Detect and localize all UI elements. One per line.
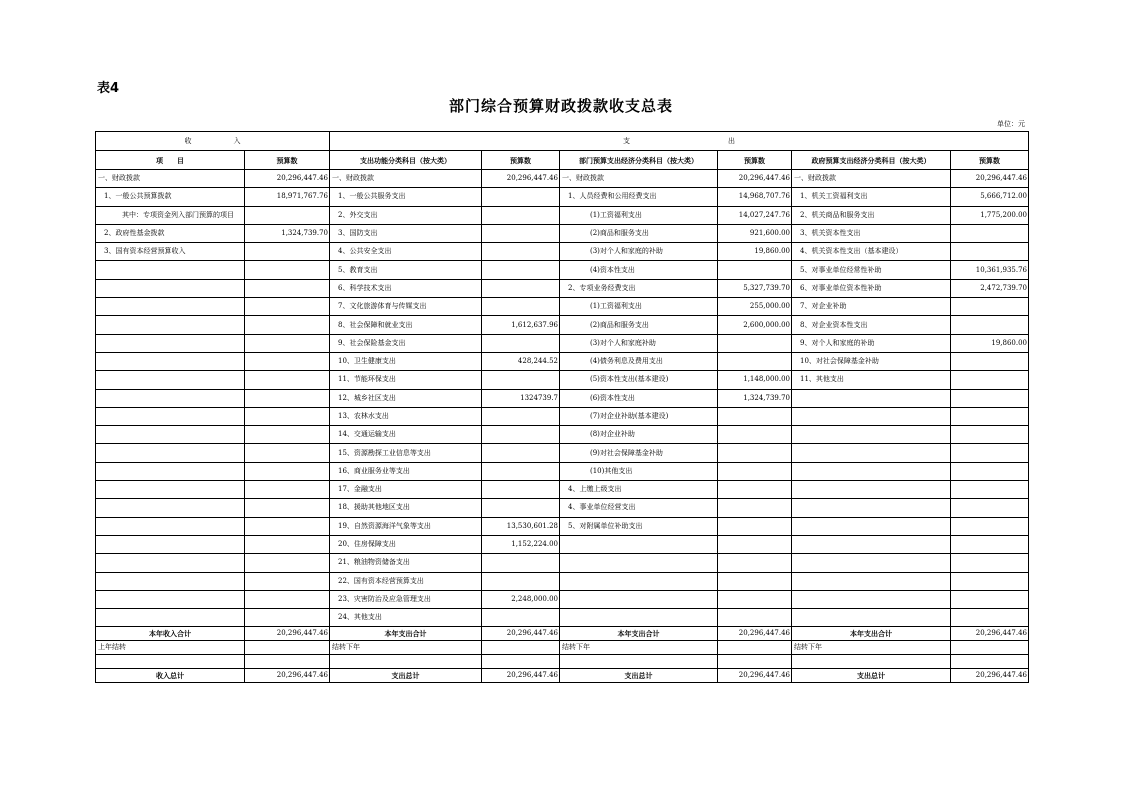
item-cell: 一、财政拨款 [792, 170, 951, 188]
budget-amount-cell [951, 316, 1029, 334]
budget-amount-cell [482, 298, 560, 316]
item-cell [96, 426, 245, 444]
item-cell [96, 481, 245, 499]
blank-cell [482, 655, 560, 669]
budget-amount-cell: 20,296,447.46 [951, 170, 1029, 188]
blank-cell [951, 641, 1029, 655]
item-cell: 5、对事业单位经常性补助 [792, 261, 951, 279]
item-cell: 7、对企业补助 [792, 298, 951, 316]
budget-amount-cell [245, 206, 330, 224]
item-cell: (9)对社会保障基金补助 [560, 444, 718, 462]
item-cell: 一、财政拨款 [96, 170, 245, 188]
budget-amount-cell: 10,361,935.76 [951, 261, 1029, 279]
item-cell [792, 554, 951, 572]
item-cell [96, 279, 245, 297]
budget-amount-cell [482, 554, 560, 572]
item-cell: 5、对附属单位补助支出 [560, 517, 718, 535]
item-cell: 其中：专项资金列入部门预算的项目 [96, 206, 245, 224]
table-row [96, 481, 1029, 499]
budget-amount-cell [245, 407, 330, 425]
budget-amount-cell: 1324739.7 [482, 389, 560, 407]
item-cell: (10)其他支出 [560, 462, 718, 480]
item-cell: (4)资本性支出 [560, 261, 718, 279]
budget-amount-cell [245, 609, 330, 627]
table-row [96, 609, 1029, 627]
item-cell [96, 517, 245, 535]
budget-amount-cell [951, 572, 1029, 590]
item-cell: 11、节能环保支出 [330, 371, 482, 389]
item-cell: 4、机关资本性支出（基本建设） [792, 243, 951, 261]
budget-amount-cell [718, 481, 792, 499]
budget-amount-cell [951, 444, 1029, 462]
budget-amount-cell [482, 499, 560, 517]
col-header: 部门预算支出经济分类科目（按大类） [560, 151, 718, 170]
budget-amount-cell: 20,296,447.46 [482, 170, 560, 188]
item-cell: 8、对企业资本性支出 [792, 316, 951, 334]
budget-amount-cell [245, 261, 330, 279]
table-row [96, 517, 1029, 535]
item-cell: 15、资源勘探工业信息等支出 [330, 444, 482, 462]
item-cell: 9、对个人和家庭的补助 [792, 334, 951, 352]
budget-amount-cell [482, 444, 560, 462]
item-cell: 8、社会保障和就业支出 [330, 316, 482, 334]
item-cell [792, 535, 951, 553]
item-cell [560, 572, 718, 590]
budget-amount-cell: 1,324,739.70 [245, 224, 330, 242]
table-row [96, 499, 1029, 517]
blank-cell [482, 641, 560, 655]
budget-amount-cell: 2,600,000.00 [718, 316, 792, 334]
grand-total-label: 收入总计 [96, 669, 245, 683]
table-row [96, 641, 1029, 655]
table-row [96, 371, 1029, 389]
budget-amount-cell: 1,775,200.00 [951, 206, 1029, 224]
table-row [96, 188, 1029, 206]
item-cell [96, 590, 245, 608]
item-cell: 6、科学技术支出 [330, 279, 482, 297]
item-cell: 3、国防支出 [330, 224, 482, 242]
budget-amount-cell [951, 407, 1029, 425]
item-cell [792, 517, 951, 535]
budget-amount-cell [245, 352, 330, 370]
item-cell [792, 590, 951, 608]
item-cell: 22、国有资本经营预算支出 [330, 572, 482, 590]
budget-amount-cell [245, 334, 330, 352]
item-cell [792, 462, 951, 480]
table-row [96, 243, 1029, 261]
item-cell: 2、专项业务经费支出 [560, 279, 718, 297]
budget-amount-cell [718, 444, 792, 462]
item-cell: 17、金融支出 [330, 481, 482, 499]
budget-amount-cell [718, 590, 792, 608]
budget-amount-cell [482, 371, 560, 389]
item-cell: 3、国有资本经营预算收入 [96, 243, 245, 261]
total-label: 本年收入合计 [96, 627, 245, 641]
table-row [96, 261, 1029, 279]
budget-amount-cell [951, 535, 1029, 553]
total-amount: 20,296,447.46 [951, 627, 1029, 641]
col-header: 预算数 [245, 151, 330, 170]
budget-amount-cell [951, 517, 1029, 535]
table-number: 表4 [97, 81, 120, 96]
item-cell: 2、机关商品和服务支出 [792, 206, 951, 224]
item-cell: 16、商业服务业等支出 [330, 462, 482, 480]
blank-cell [718, 641, 792, 655]
table-row [96, 279, 1029, 297]
table-row [96, 444, 1029, 462]
budget-amount-cell [951, 481, 1029, 499]
item-cell [96, 499, 245, 517]
blank-cell [792, 655, 951, 669]
item-cell: 20、住房保障支出 [330, 535, 482, 553]
total-label: 本年支出合计 [330, 627, 482, 641]
budget-amount-cell [245, 572, 330, 590]
budget-amount-cell [718, 334, 792, 352]
item-cell: (1)工资福利支出 [560, 206, 718, 224]
total-amount: 20,296,447.46 [718, 627, 792, 641]
item-cell [96, 554, 245, 572]
budget-amount-cell: 19,860.00 [951, 334, 1029, 352]
budget-amount-cell [951, 462, 1029, 480]
budget-amount-cell: 1,324,739.70 [718, 389, 792, 407]
budget-amount-cell [482, 426, 560, 444]
blank-cell [951, 655, 1029, 669]
total-amount: 20,296,447.46 [245, 627, 330, 641]
table-row [96, 627, 1029, 641]
carry-in-label: 上年结转 [96, 641, 245, 655]
budget-amount-cell [718, 535, 792, 553]
grand-total-amount: 20,296,447.46 [718, 669, 792, 683]
item-cell [96, 462, 245, 480]
grand-total-amount: 20,296,447.46 [245, 669, 330, 683]
item-cell: 1、机关工资福利支出 [792, 188, 951, 206]
item-cell: 13、农林水支出 [330, 407, 482, 425]
budget-amount-cell [951, 590, 1029, 608]
budget-amount-cell [482, 407, 560, 425]
budget-amount-cell: 428,244.52 [482, 352, 560, 370]
table-row [96, 352, 1029, 370]
table-row [96, 316, 1029, 334]
item-cell: (8)对企业补助 [560, 426, 718, 444]
budget-amount-cell: 1,148,000.00 [718, 371, 792, 389]
item-cell: 1、一般公共服务支出 [330, 188, 482, 206]
budget-amount-cell [951, 298, 1029, 316]
total-label: 本年支出合计 [792, 627, 951, 641]
budget-amount-cell: 13,530,601.28 [482, 517, 560, 535]
budget-amount-cell [245, 298, 330, 316]
budget-amount-cell: 1,612,637.96 [482, 316, 560, 334]
item-cell [560, 590, 718, 608]
item-cell: 11、其他支出 [792, 371, 951, 389]
budget-amount-cell: 20,296,447.46 [245, 170, 330, 188]
budget-amount-cell: 19,860.00 [718, 243, 792, 261]
item-cell: 21、粮油物资储备支出 [330, 554, 482, 572]
item-cell [96, 298, 245, 316]
table-row [96, 206, 1029, 224]
table-row [96, 462, 1029, 480]
grand-total-label: 支出总计 [560, 669, 718, 683]
item-cell: (5)资本性支出(基本建设) [560, 371, 718, 389]
budget-amount-cell [482, 462, 560, 480]
budget-amount-cell [718, 609, 792, 627]
item-cell [792, 389, 951, 407]
item-cell: 14、交通运输支出 [330, 426, 482, 444]
item-cell: 2、政府性基金拨款 [96, 224, 245, 242]
item-cell [96, 609, 245, 627]
unit-label: 单位：元 [997, 120, 1025, 128]
item-cell [792, 481, 951, 499]
carry-out-label: 结转下年 [792, 641, 951, 655]
table-row [96, 655, 1029, 669]
budget-amount-cell: 14,968,707.76 [718, 188, 792, 206]
budget-amount-cell [245, 371, 330, 389]
total-amount: 20,296,447.46 [482, 627, 560, 641]
budget-amount-cell: 14,027,247.76 [718, 206, 792, 224]
budget-amount-cell [245, 316, 330, 334]
budget-amount-cell [482, 481, 560, 499]
item-cell [96, 572, 245, 590]
item-cell: 6、对事业单位资本性补助 [792, 279, 951, 297]
grand-total-label: 支出总计 [792, 669, 951, 683]
budget-summary-table [95, 131, 1029, 683]
item-cell: 18、援助其他地区支出 [330, 499, 482, 517]
budget-amount-cell [245, 389, 330, 407]
table-row [96, 554, 1029, 572]
item-cell: (7)对企业补助(基本建设) [560, 407, 718, 425]
budget-amount-cell: 5,666,712.00 [951, 188, 1029, 206]
budget-amount-cell [951, 609, 1029, 627]
budget-amount-cell [718, 462, 792, 480]
item-cell: 24、其他支出 [330, 609, 482, 627]
table-row [96, 426, 1029, 444]
budget-amount-cell [718, 407, 792, 425]
item-cell: 10、对社会保障基金补助 [792, 352, 951, 370]
budget-amount-cell [951, 243, 1029, 261]
budget-amount-cell [951, 499, 1029, 517]
budget-amount-cell [482, 334, 560, 352]
budget-amount-cell: 5,327,739.70 [718, 279, 792, 297]
budget-amount-cell: 921,600.00 [718, 224, 792, 242]
budget-amount-cell: 18,971,767.76 [245, 188, 330, 206]
budget-amount-cell [245, 462, 330, 480]
item-cell: 7、文化旅游体育与传媒支出 [330, 298, 482, 316]
blank-cell [245, 655, 330, 669]
item-cell [792, 609, 951, 627]
table-row [96, 572, 1029, 590]
budget-amount-cell [482, 609, 560, 627]
blank-cell [330, 655, 482, 669]
item-cell: 4、事业单位经营支出 [560, 499, 718, 517]
item-cell: (1)工资福利支出 [560, 298, 718, 316]
item-cell: 2、外交支出 [330, 206, 482, 224]
item-cell: 10、卫生健康支出 [330, 352, 482, 370]
table-row [96, 535, 1029, 553]
budget-amount-cell: 2,248,000.00 [482, 590, 560, 608]
item-cell: (6)资本性支出 [560, 389, 718, 407]
budget-amount-cell [245, 481, 330, 499]
col-header: 支出功能分类科目（按大类） [330, 151, 482, 170]
item-cell [560, 609, 718, 627]
item-cell [96, 389, 245, 407]
item-cell: 3、机关资本性支出 [792, 224, 951, 242]
budget-amount-cell [245, 444, 330, 462]
item-cell: 12、城乡社区支出 [330, 389, 482, 407]
blank-cell [560, 655, 718, 669]
budget-amount-cell [245, 590, 330, 608]
item-cell: 9、社会保险基金支出 [330, 334, 482, 352]
item-cell [96, 261, 245, 279]
item-cell [96, 407, 245, 425]
table-row [96, 389, 1029, 407]
budget-amount-cell [951, 371, 1029, 389]
table-row [96, 669, 1029, 683]
table-row [96, 224, 1029, 242]
budget-amount-cell: 1,152,224.00 [482, 535, 560, 553]
budget-amount-cell [482, 279, 560, 297]
item-cell: 23、灾害防治及应急管理支出 [330, 590, 482, 608]
budget-amount-cell [245, 554, 330, 572]
expense-header: 支 出 [330, 132, 1029, 151]
budget-amount-cell [718, 554, 792, 572]
item-cell: 4、上缴上级支出 [560, 481, 718, 499]
carry-out-label: 结转下年 [560, 641, 718, 655]
item-cell [792, 499, 951, 517]
grand-total-amount: 20,296,447.46 [482, 669, 560, 683]
table-row [96, 298, 1029, 316]
budget-amount-cell [951, 224, 1029, 242]
blank-cell [245, 641, 330, 655]
total-label: 本年支出合计 [560, 627, 718, 641]
budget-amount-cell [951, 554, 1029, 572]
col-header: 预算数 [482, 151, 560, 170]
budget-amount-cell [482, 224, 560, 242]
blank-cell [718, 655, 792, 669]
item-cell: 4、公共安全支出 [330, 243, 482, 261]
budget-amount-cell [718, 572, 792, 590]
table-row [96, 334, 1029, 352]
budget-amount-cell [482, 243, 560, 261]
budget-amount-cell [245, 243, 330, 261]
item-cell [792, 407, 951, 425]
income-header: 收 入 [96, 132, 330, 151]
item-cell [96, 352, 245, 370]
item-cell: (2)商品和服务支出 [560, 224, 718, 242]
page-title: 部门综合预算财政拨款收支总表 [448, 97, 673, 115]
budget-amount-cell [482, 572, 560, 590]
item-cell [792, 426, 951, 444]
budget-amount-cell: 255,000.00 [718, 298, 792, 316]
budget-amount-cell [482, 206, 560, 224]
item-cell: 一、财政拨款 [560, 170, 718, 188]
budget-amount-cell [951, 426, 1029, 444]
col-header: 政府预算支出经济分类科目（按大类） [792, 151, 951, 170]
budget-amount-cell: 2,472,739.70 [951, 279, 1029, 297]
item-cell: (2)商品和服务支出 [560, 316, 718, 334]
budget-amount-cell [482, 188, 560, 206]
item-cell [560, 554, 718, 572]
item-cell [96, 371, 245, 389]
item-cell: 1、人员经费和公用经费支出 [560, 188, 718, 206]
item-cell [96, 444, 245, 462]
budget-amount-cell [245, 279, 330, 297]
budget-amount-cell [718, 352, 792, 370]
carry-out-label: 结转下年 [330, 641, 482, 655]
item-cell [96, 334, 245, 352]
item-cell: 一、财政拨款 [330, 170, 482, 188]
item-cell [560, 535, 718, 553]
item-cell [792, 572, 951, 590]
col-header: 预算数 [951, 151, 1029, 170]
item-cell: (4)债务利息及费用支出 [560, 352, 718, 370]
table-row [96, 590, 1029, 608]
budget-amount-cell [951, 352, 1029, 370]
grand-total-label: 支出总计 [330, 669, 482, 683]
budget-amount-cell [718, 499, 792, 517]
budget-amount-cell [245, 499, 330, 517]
item-cell [792, 444, 951, 462]
budget-amount-cell [718, 426, 792, 444]
item-cell [96, 535, 245, 553]
table-row [96, 407, 1029, 425]
budget-amount-cell [245, 426, 330, 444]
grand-total-amount: 20,296,447.46 [951, 669, 1029, 683]
item-cell [96, 316, 245, 334]
budget-amount-cell [718, 261, 792, 279]
budget-amount-cell [245, 535, 330, 553]
item-cell: 19、自然资源海洋气象等支出 [330, 517, 482, 535]
budget-amount-cell [718, 517, 792, 535]
item-cell: (3)对个人和家庭的补助 [560, 243, 718, 261]
budget-amount-cell [245, 517, 330, 535]
col-header: 项 目 [96, 151, 245, 170]
budget-amount-cell [482, 261, 560, 279]
col-header: 预算数 [718, 151, 792, 170]
blank-cell [96, 655, 245, 669]
item-cell: 5、教育支出 [330, 261, 482, 279]
budget-amount-cell: 20,296,447.46 [718, 170, 792, 188]
table-row [96, 170, 1029, 188]
item-cell: 1、一般公共预算拨款 [96, 188, 245, 206]
budget-amount-cell [951, 389, 1029, 407]
item-cell: (3)对个人和家庭补助 [560, 334, 718, 352]
